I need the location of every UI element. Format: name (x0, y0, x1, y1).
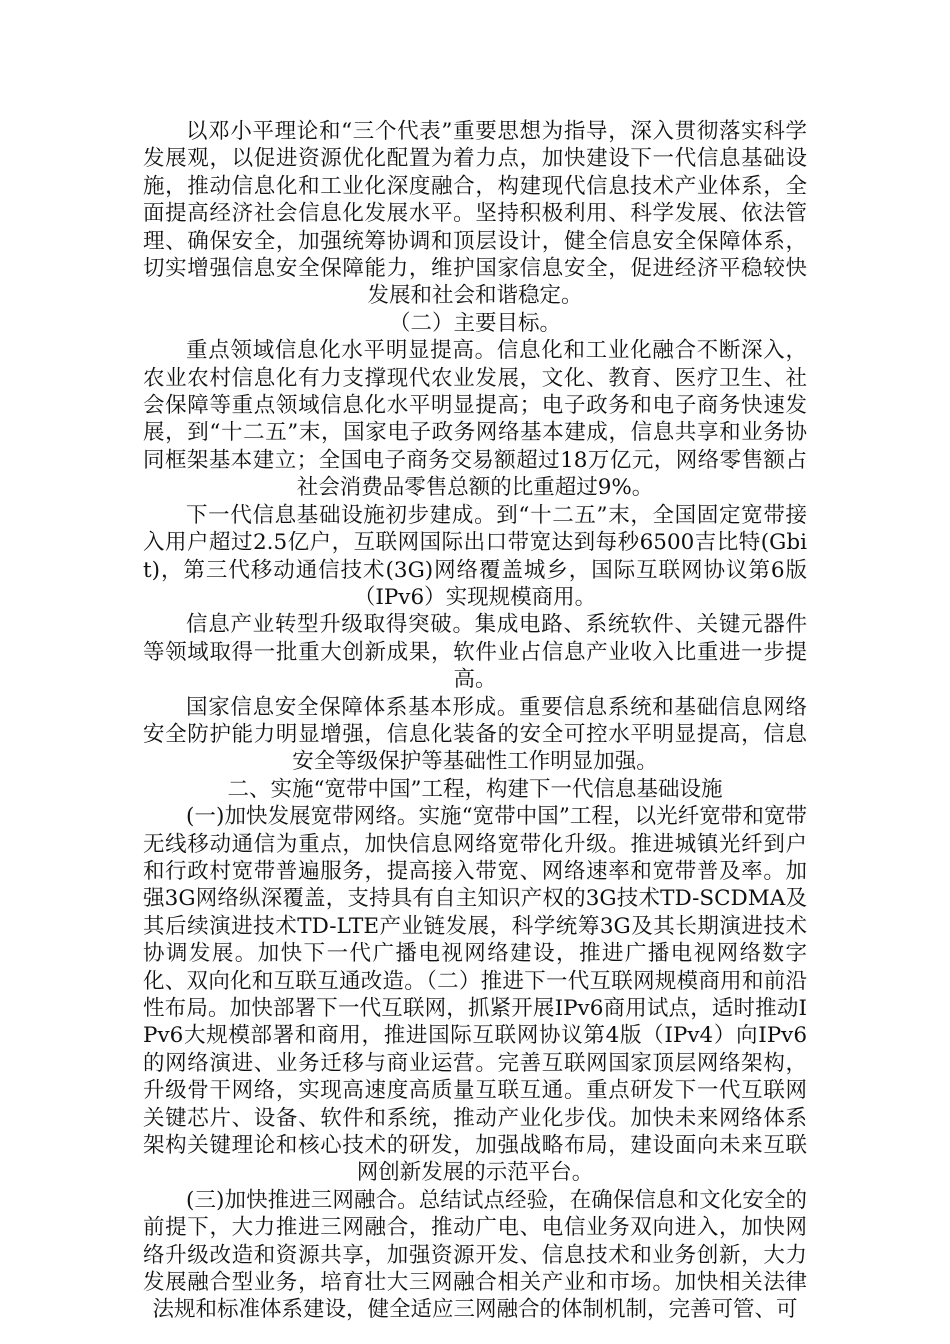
document-body (143, 118, 807, 1324)
section-heading-broadband-china: 二、实施“宽带中国”工程，构建下一代信息基础设施 (227, 776, 723, 802)
paragraph-broadband-network: (一)加快发展宽带网络。实施“宽带中国”工程，以光纤宽带和宽带无线移动通信为重点，加快信息网络宽带化升级。推进城镇光纤到户和行政村宽带普遍服务，提高接入带宽、网络速率和宽带普及率。加强3G网络纵深覆盖，支持具有自主知识产权的3G技术TD-SCDMA及其后续演进技术TD-LTE产业链发展，科学统筹3G及其长期演进技术协调发展。加快下一代广播电视网络建设，推进广播电视网络数字化、双向化和互联互通改造。（二）推进下一代互联网规模商用和前沿性布局。加快部署下一代互联网，抓紧开展IPv6商用试点，适时推动IPv6大规模部署和商用，推进国际互联网协议第4版（IPv4）向IPv6的网络演进、业务迁移与商业运营。完善互联网国家顶层网络架构，升级骨干网络，实现高速度高质量互联互通。重点研发下一代互联网关键芯片、设备、软件和系统，推动产业化步伐。加快未来网络体系架构关键理论和核心技术的研发，加强战略布局，建设面向未来互联网创新发展的示范平台。 (143, 804, 807, 1186)
paragraph-three-network-convergence: (三)加快推进三网融合。总结试点经验，在确保信息和文化安全的前提下，大力推进三网融合，推动广电、电信业务双向进入，加快网络升级改造和资源共享，加强资源开发、信息技术和业务创新，大力发展融合型业务，培育壮大三网融合相关产业和市场。加快相关法律法规和标准体系建设，健全适应三网融合的体制机制，完善可管、可 (143, 1187, 807, 1323)
paragraph-infrastructure: 下一代信息基础设施初步建成。到“十二五”末，全国固定宽带接入用户超过2.5亿户，互联网国际出口带宽达到每秒6500吉比特(Gbit)，第三代移动通信技术(3G)网络覆盖城乡，国际互联网协议第6版（IPv6）实现规模商用。 (143, 502, 807, 610)
paragraph-guiding-principle: 以邓小平理论和“三个代表”重要思想为指导，深入贯彻落实科学发展观，以促进资源优化配置为着力点，加快建设下一代信息基础设施，推动信息化和工业化深度融合，构建现代信息技术产业体系，全面提高经济社会信息化发展水平。坚持积极利用、科学发展、依法管理、确保安全，加强统筹协调和顶层设计，健全信息安全保障体系，切实增强信息安全保障能力，维护国家信息安全，促进经济平稳较快发展和社会和谐稳定。 (143, 119, 807, 309)
paragraph-security-system: 国家信息安全保障体系基本形成。重要信息系统和基础信息网络安全防护能力明显增强，信息化装备的安全可控水平明显提高，信息安全等级保护等基础性工作明显加强。 (143, 694, 807, 775)
section-heading-main-goals: （二）主要目标。 (388, 310, 561, 336)
paragraph-key-domains: 重点领域信息化水平明显提高。信息化和工业化融合不断深入，农业农村信息化有力支撑现代农业发展，文化、教育、医疗卫生、社会保障等重点领域信息化水平明显提高；电子政务和电子商务快速发展，到“十二五”末，国家电子政务网络基本建成，信息共享和业务协同框架基本建立；全国电子商务交易额超过18万亿元，网络零售额占社会消费品零售总额的比重超过9%。 (143, 338, 807, 501)
paragraph-industry-upgrade: 信息产业转型升级取得突破。集成电路、系统软件、关键元器件等领域取得一批重大创新成果，软件业占信息产业收入比重进一步提高。 (143, 612, 807, 693)
